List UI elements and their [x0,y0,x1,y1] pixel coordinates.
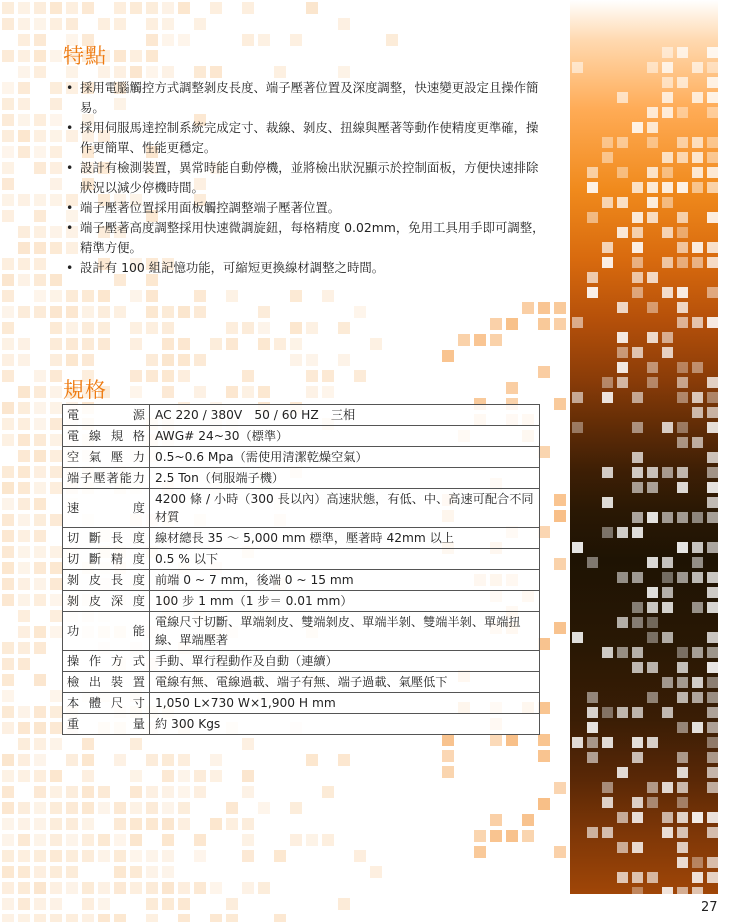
spec-row [63,612,540,651]
feature-item [64,158,546,198]
feature-text: 端子壓著位置採用面板觸控調整端子壓著位置。 [80,200,341,215]
spec-label: 操作方式 [63,651,150,672]
decorative-gradient-band [570,0,718,894]
spec-row [63,447,540,468]
spec-label: 本體尺寸 [63,693,150,714]
specifications-table [62,404,540,735]
spec-value: 電線尺寸切斷、單端剝皮、雙端剝皮、單端半剝、雙端半剝、單端扭線、單端壓著 [150,612,540,651]
spec-label: 功能 [63,612,150,651]
spec-label: 速度 [63,489,150,528]
spec-row [63,528,540,549]
spec-value: AWG# 24~30（標準） [150,426,540,447]
page-edge [718,0,730,922]
specifications-heading: 規格 [63,378,107,402]
feature-item [64,78,546,118]
spec-value: 1,050 L×730 W×1,900 H mm [150,693,540,714]
spec-value: AC 220 / 380V 50 / 60 HZ 三相 [150,405,540,426]
feature-item [64,198,546,218]
feature-item [64,218,546,258]
features-list [64,78,546,278]
spec-label: 空氣壓力 [63,447,150,468]
spec-row [63,714,540,735]
page-number: 27 [701,900,718,915]
spec-label: 電源 [63,405,150,426]
spec-value: 前端 0 ~ 7 mm，後端 0 ~ 15 mm [150,570,540,591]
feature-text: 設計有檢測裝置，異常時能自動停機，並將檢出狀況顯示於控制面板，方便快速排除狀況以減少停機時間。 [80,160,539,195]
spec-row [63,570,540,591]
spec-row [63,672,540,693]
spec-label: 電線規格 [63,426,150,447]
spec-value: 100 步 1 mm（1 步＝ 0.01 mm） [150,591,540,612]
bullet-icon: • [66,260,74,275]
spec-value: 2.5 Ton（伺服端子機） [150,468,540,489]
spec-value: 手動、單行程動作及自動（連續） [150,651,540,672]
spec-value: 4200 條 / 小時（300 長以內）高速狀態，有低、中、高速可配合不同材質 [150,489,540,528]
spec-row [63,426,540,447]
features-heading: 特點 [63,44,107,68]
spec-row [63,468,540,489]
feature-text: 採用伺服馬達控制系統完成定寸、裁線、剝皮、扭線與壓著等動作使精度更準確，操作更簡單、性能更穩定。 [80,120,539,155]
spec-label: 檢出裝置 [63,672,150,693]
spec-row [63,693,540,714]
spec-value: 0.5 % 以下 [150,549,540,570]
spec-value: 線材總長 35 ～ 5,000 mm 標準，壓著時 42mm 以上 [150,528,540,549]
spec-value: 電線有無、電線過載、端子有無、端子過載、氣壓低下 [150,672,540,693]
feature-text: 端子壓著高度調整採用快速微調旋鈕，每格精度 0.02mm，免用工具用手即可調整，精準方便。 [80,220,545,255]
bullet-icon: • [66,160,74,175]
spec-row [63,549,540,570]
feature-text: 設計有 100 組記憶功能，可縮短更換線材調整之時間。 [80,260,385,275]
feature-item [64,118,546,158]
spec-label: 重量 [63,714,150,735]
spec-label: 剝皮深度 [63,591,150,612]
bullet-icon: • [66,220,74,235]
bullet-icon: • [66,200,74,215]
spec-row [63,591,540,612]
spec-label: 切斷精度 [63,549,150,570]
spec-row [63,651,540,672]
spec-label: 端子壓著能力 [63,468,150,489]
spec-row [63,489,540,528]
bullet-icon: • [66,80,74,95]
spec-value: 約 300 Kgs [150,714,540,735]
bullet-icon: • [66,120,74,135]
spec-row [63,405,540,426]
spec-label: 剝皮長度 [63,570,150,591]
spec-value: 0.5~0.6 Mpa（需使用清潔乾燥空氣） [150,447,540,468]
spec-label: 切斷長度 [63,528,150,549]
feature-text: 採用電腦觸控方式調整剝皮長度、端子壓著位置及深度調整，快速變更設定且操作簡易。 [80,80,539,115]
feature-item [64,258,546,278]
